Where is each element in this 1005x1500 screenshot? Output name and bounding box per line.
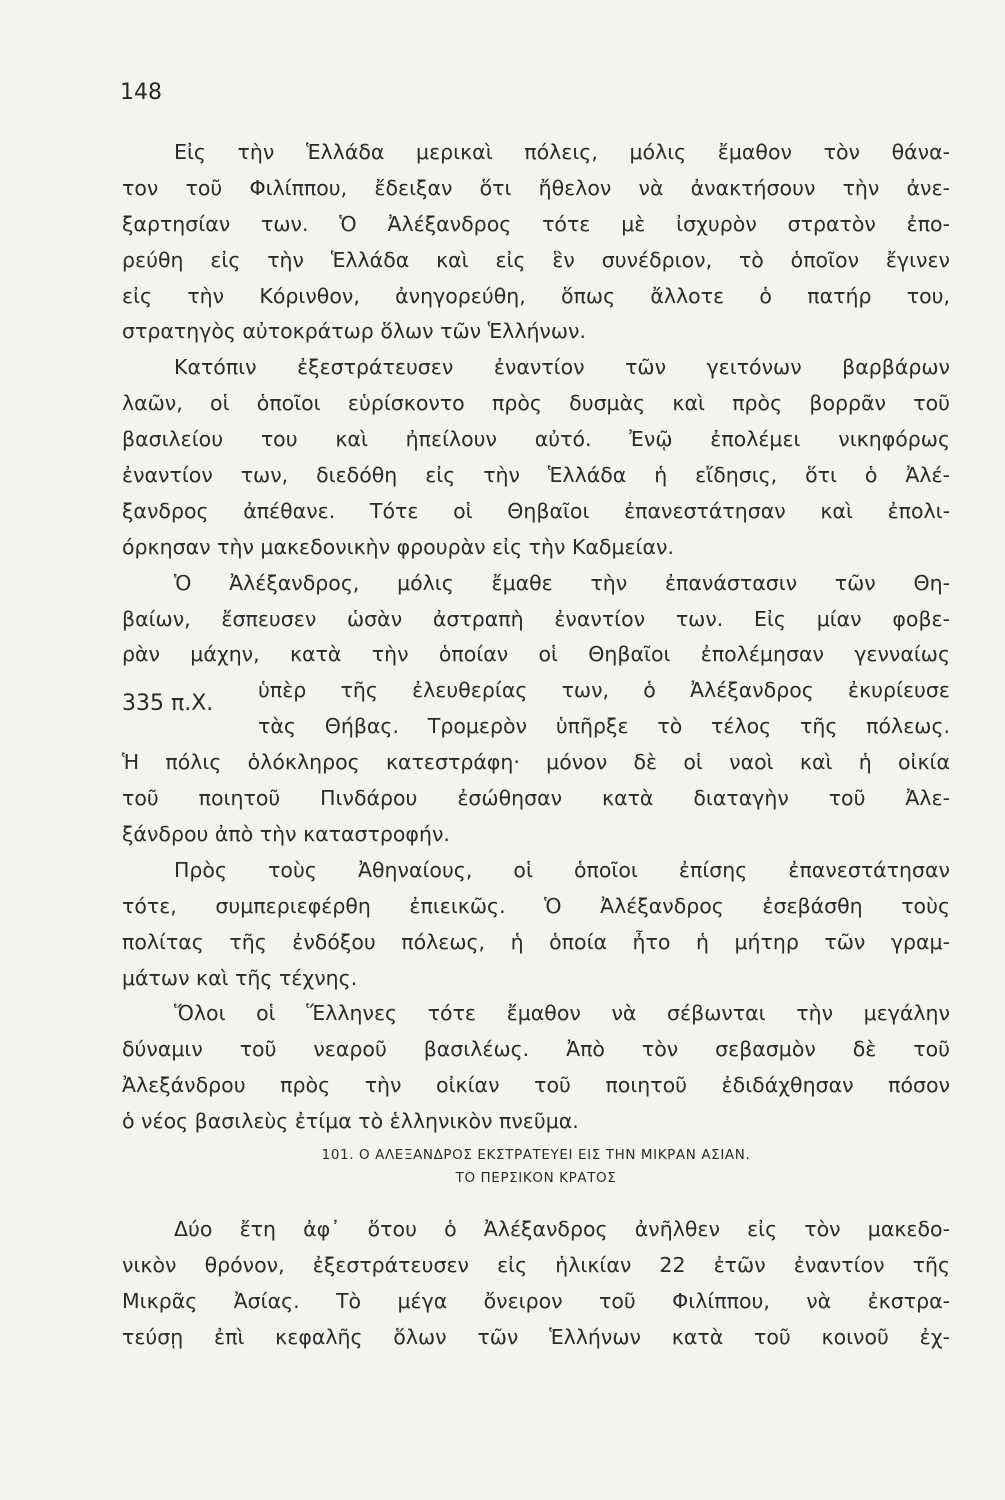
- margin-note-block: [122, 673, 950, 745]
- text-line: Πρὸς τοὺς Ἀθηναίους, οἱ ὁποῖοι ἐπίσης ἐπανεστάτησαν: [174, 857, 950, 882]
- margin-note-date: 335 π.Χ.: [122, 691, 214, 717]
- text-line: βασιλείου του καὶ ἠπείλουν αὐτό. Ἐνῷ ἐπολέμει νικηφόρως: [122, 427, 950, 452]
- text-line: τότε, συμπεριεφέρθη ἐπιεικῶς. Ὁ Ἀλέξανδρος ἐσεβάσθη τοὺς: [122, 893, 950, 918]
- text-line: ρεύθη εἰς τὴν Ἑλλάδα καὶ εἰς ἓν συνέδριον, τὸ ὁποῖον ἔγινεν: [122, 247, 950, 272]
- text-line: δύναμιν τοῦ νεαροῦ βασιλέως. Ἀπὸ τὸν σεβασμὸν δὲ τοῦ: [122, 1037, 950, 1062]
- text-line: ὑπὲρ τῆς ἐλευθερίας των, ὁ Ἀλέξανδρος ἐκυρίευσε: [258, 678, 950, 703]
- text-line: νικὸν θρόνον, ἐξεστράτευσεν εἰς ἡλικίαν 22 ἐτῶν ἐναντίον τῆς: [122, 1252, 950, 1277]
- text-line: λαῶν, οἱ ὁποῖοι εὑρίσκοντο πρὸς δυσμὰς καὶ πρὸς βορρᾶν τοῦ: [122, 391, 950, 416]
- text-line: ὁ νέος βασιλεὺς ἐτίμα τὸ ἑλληνικὸν πνεῦμα.: [122, 1109, 579, 1134]
- main-text: [122, 135, 950, 1140]
- text-line: τον τοῦ Φιλίππου, ἔδειξαν ὅτι ἤθελον νὰ ἀνακτήσουν τὴν ἀνε-: [122, 175, 950, 200]
- text-line: εἰς τὴν Κόρινθον, ἀνηγορεύθη, ὅπως ἄλλοτε ὁ πατήρ του,: [122, 283, 950, 308]
- text-line: μάτων καὶ τῆς τέχνης.: [122, 965, 358, 990]
- text-line: ξαρτησίαν των. Ὁ Ἀλέξανδρος τότε μὲ ἰσχυρὸν στρατὸν ἐπο-: [122, 211, 950, 236]
- section-heading: 101. Ο ΑΛΕΞΑΝΔΡΟΣ ΕΚΣΤΡΑΤΕΥΕΙ ΕΙΣ ΤΗΝ ΜΙΚΡΑΝ ΑΣΙΑΝ.: [321, 1147, 751, 1163]
- text-line: πολίτας τῆς ἐνδόξου πόλεως, ἡ ὁποία ἦτο ἡ μήτηρ τῶν γραμ-: [122, 929, 950, 954]
- text-line: Εἰς τὴν Ἑλλάδα μερικαὶ πόλεις, μόλις ἔμαθον τὸν θάνα-: [174, 140, 950, 164]
- text-line: ξανδρος ἀπέθανε. Τότε οἱ Θηβαῖοι ἐπανεστάτησαν καὶ ἐπολι-: [122, 498, 950, 523]
- page-number: 148: [120, 80, 162, 105]
- text-line: τὰς Θήβας. Τρομερὸν ὑπῆρξε τὸ τέλος τῆς πόλεως.: [258, 714, 950, 739]
- text-line: βαίων, ἔσπευσεν ὡσὰν ἀστραπὴ ἐναντίον των. Εἰς μίαν φοβε-: [122, 606, 950, 631]
- text-line: τεύσῃ ἐπὶ κεφαλῆς ὅλων τῶν Ἑλλήνων κατὰ τοῦ κοινοῦ ἐχ-: [122, 1324, 950, 1349]
- text-line: Ὅλοι οἱ Ἕλληνες τότε ἔμαθον νὰ σέβωνται τὴν μεγάλην: [174, 1001, 950, 1026]
- text-line: όρκησαν τὴν μακεδονικὴν φρουρὰν εἰς τὴν Καδμείαν.: [122, 534, 674, 559]
- text-line: ξάνδρου ἀπὸ τὴν καταστροφήν.: [122, 821, 450, 846]
- text-line: Ὁ Ἀλέξανδρος, μόλις ἔμαθε τὴν ἐπανάστασιν τῶν Θη-: [174, 570, 950, 595]
- section-text: [122, 1212, 950, 1356]
- text-line: Μικρᾶς Ἀσίας. Τὸ μέγα ὄνειρον τοῦ Φιλίππου, νὰ ἐκστρα-: [122, 1288, 950, 1313]
- text-line: τοῦ ποιητοῦ Πινδάρου ἐσώθησαν κατὰ διαταγὴν τοῦ Ἀλε-: [122, 786, 950, 811]
- section-subheading: ΤΟ ΠΕΡΣΙΚΟΝ ΚΡΑΤΟΣ: [455, 1170, 617, 1186]
- text-line: Δύο ἔτη ἀφ᾽ ὅτου ὁ Ἀλέξανδρος ἀνῆλθεν εἰς τὸν μακεδο-: [174, 1217, 950, 1241]
- text-line: ρὰν μάχην, κατὰ τὴν ὁποίαν οἱ Θηβαῖοι ἐπολέμησαν γενναίως: [122, 642, 950, 667]
- text-line: στρατηγὸς αὐτοκράτωρ ὅλων τῶν Ἑλλήνων.: [122, 319, 587, 344]
- text-line: ἐναντίον των, διεδόθη εἰς τὴν Ἑλλάδα ἡ εἴδησις, ὅτι ὁ Ἀλέ-: [122, 463, 950, 488]
- text-line: Κατόπιν ἐξεστράτευσεν ἐναντίον τῶν γειτόνων βαρβάρων: [174, 355, 950, 380]
- text-line: Ἀλεξάνδρου πρὸς τὴν οἰκίαν τοῦ ποιητοῦ ἐδιδάχθησαν πόσον: [122, 1073, 950, 1098]
- text-line: Ἡ πόλις ὁλόκληρος κατεστράφη· μόνον δὲ οἱ ναοὶ καὶ ἡ οἰκία: [122, 750, 950, 775]
